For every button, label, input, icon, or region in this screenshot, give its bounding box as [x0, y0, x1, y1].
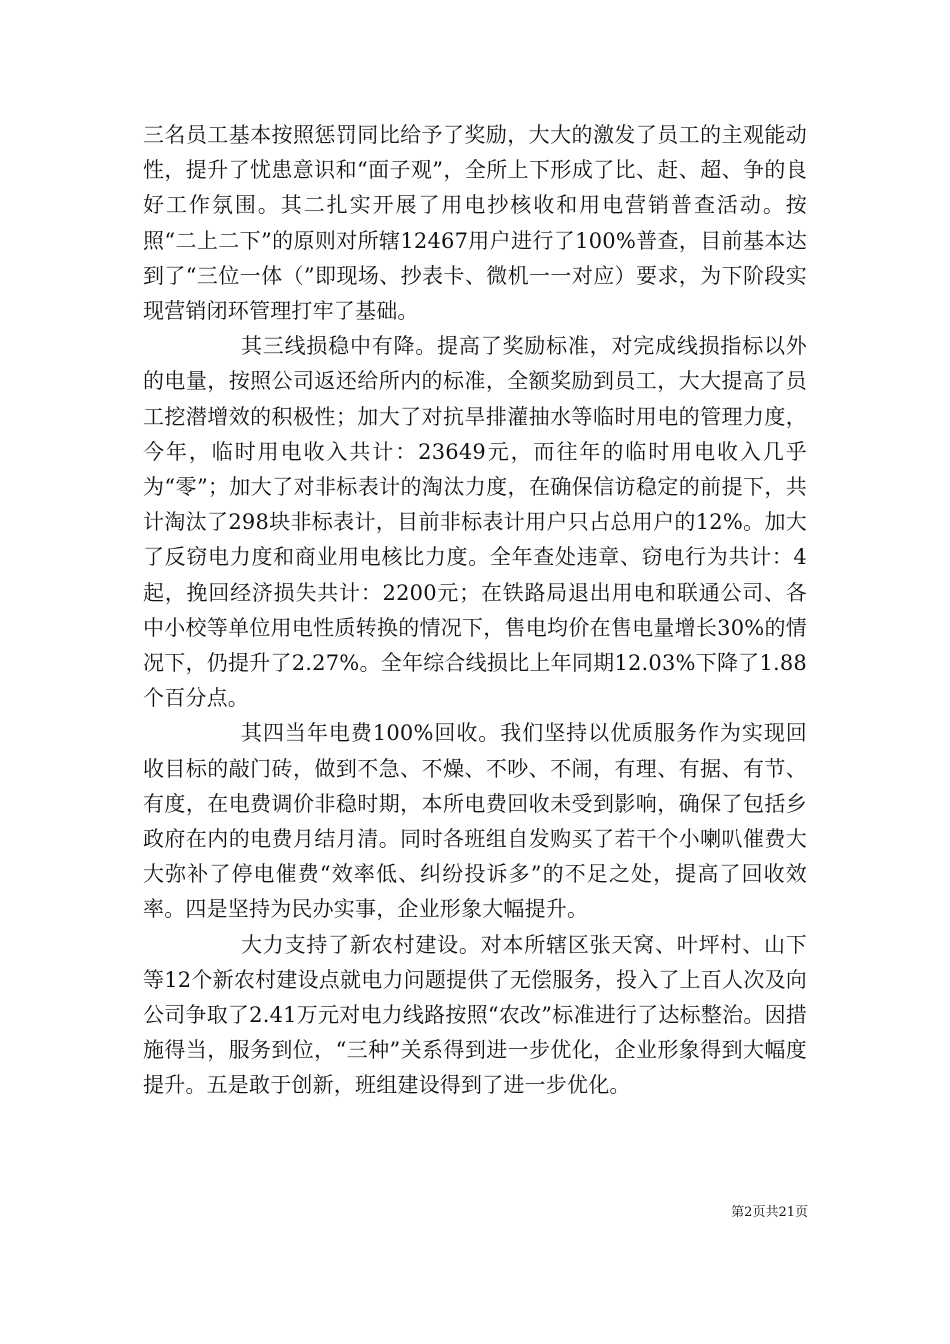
paragraph-2: 其三线损稳中有降。提高了奖励标准，对完成线损指标以外的电量，按照公司返还给所内的标准，全额奖励到员工，大大提高了员工挖潜增效的积极性；加大了对抗旱排灌抽水等临时用电的管理力度，今年，临时用电收入共计：23649元，而往年的临时用电收入几乎为“零”；加大了对非标表计的淘汰力度，在确保信访稳定的前提下，共计淘汰了298块非标表计，目前非标表计用户只占总用户的12%。加大了反窃电力度和商业用电核比力度。全年查处违章、窃电行为共计：4起，挽回经济损失共计：2200元；在铁路局退出用电和联通公司、各中小校等单位用电性质转换的情况下，售电均价在售电量增长30%的情况下，仍提升了2.27%。全年综合线损比上年同期12.03%下降了1.88个百分点。 — [143, 334, 807, 711]
paragraph-4: 大力支持了新农村建设。对本所辖区张天窝、叶坪村、山下等12个新农村建设点就电力问题提供了无偿服务，投入了上百人次及向公司争取了2.41万元对电力线路按照“农改”标准进行了达标整治。因措施得当，服务到位，“三种”关系得到进一步优化，企业形象得到大幅度提升。五是敢于创新，班组建设得到了进一步优化。 — [143, 932, 807, 1098]
paragraph-3: 其四当年电费100%回收。我们坚持以优质服务作为实现回收目标的敲门砖，做到不急、不燥、不吵、不闹，有理、有据、有节、有度，在电费调价非稳时期，本所电费回收未受到影响，确保了包括乡政府在内的电费月结月清。同时各班组自发购买了若干个小喇叭催费大大弥补了停电催费“效率低、纠纷投诉多”的不足之处，提高了回收效率。四是坚持为民办实事，企业形象大幅提升。 — [143, 721, 807, 922]
paragraph-1: 三名员工基本按照惩罚同比给予了奖励，大大的激发了员工的主观能动性，提升了忧患意识和“面子观”，全所上下形成了比、赶、超、争的良好工作氛围。其二扎实开展了用电抄核收和用电营销普查活动。按照“二上二下”的原则对所辖12467用户进行了100%普查，目前基本达到了“三位一体（”即现场、抄表卡、微机一一对应）要求，为下阶段实现营销闭环管理打牢了基础。 — [143, 123, 807, 324]
page-number-footer: 第2页共21页 — [731, 1205, 808, 1220]
document-body — [143, 118, 807, 1104]
